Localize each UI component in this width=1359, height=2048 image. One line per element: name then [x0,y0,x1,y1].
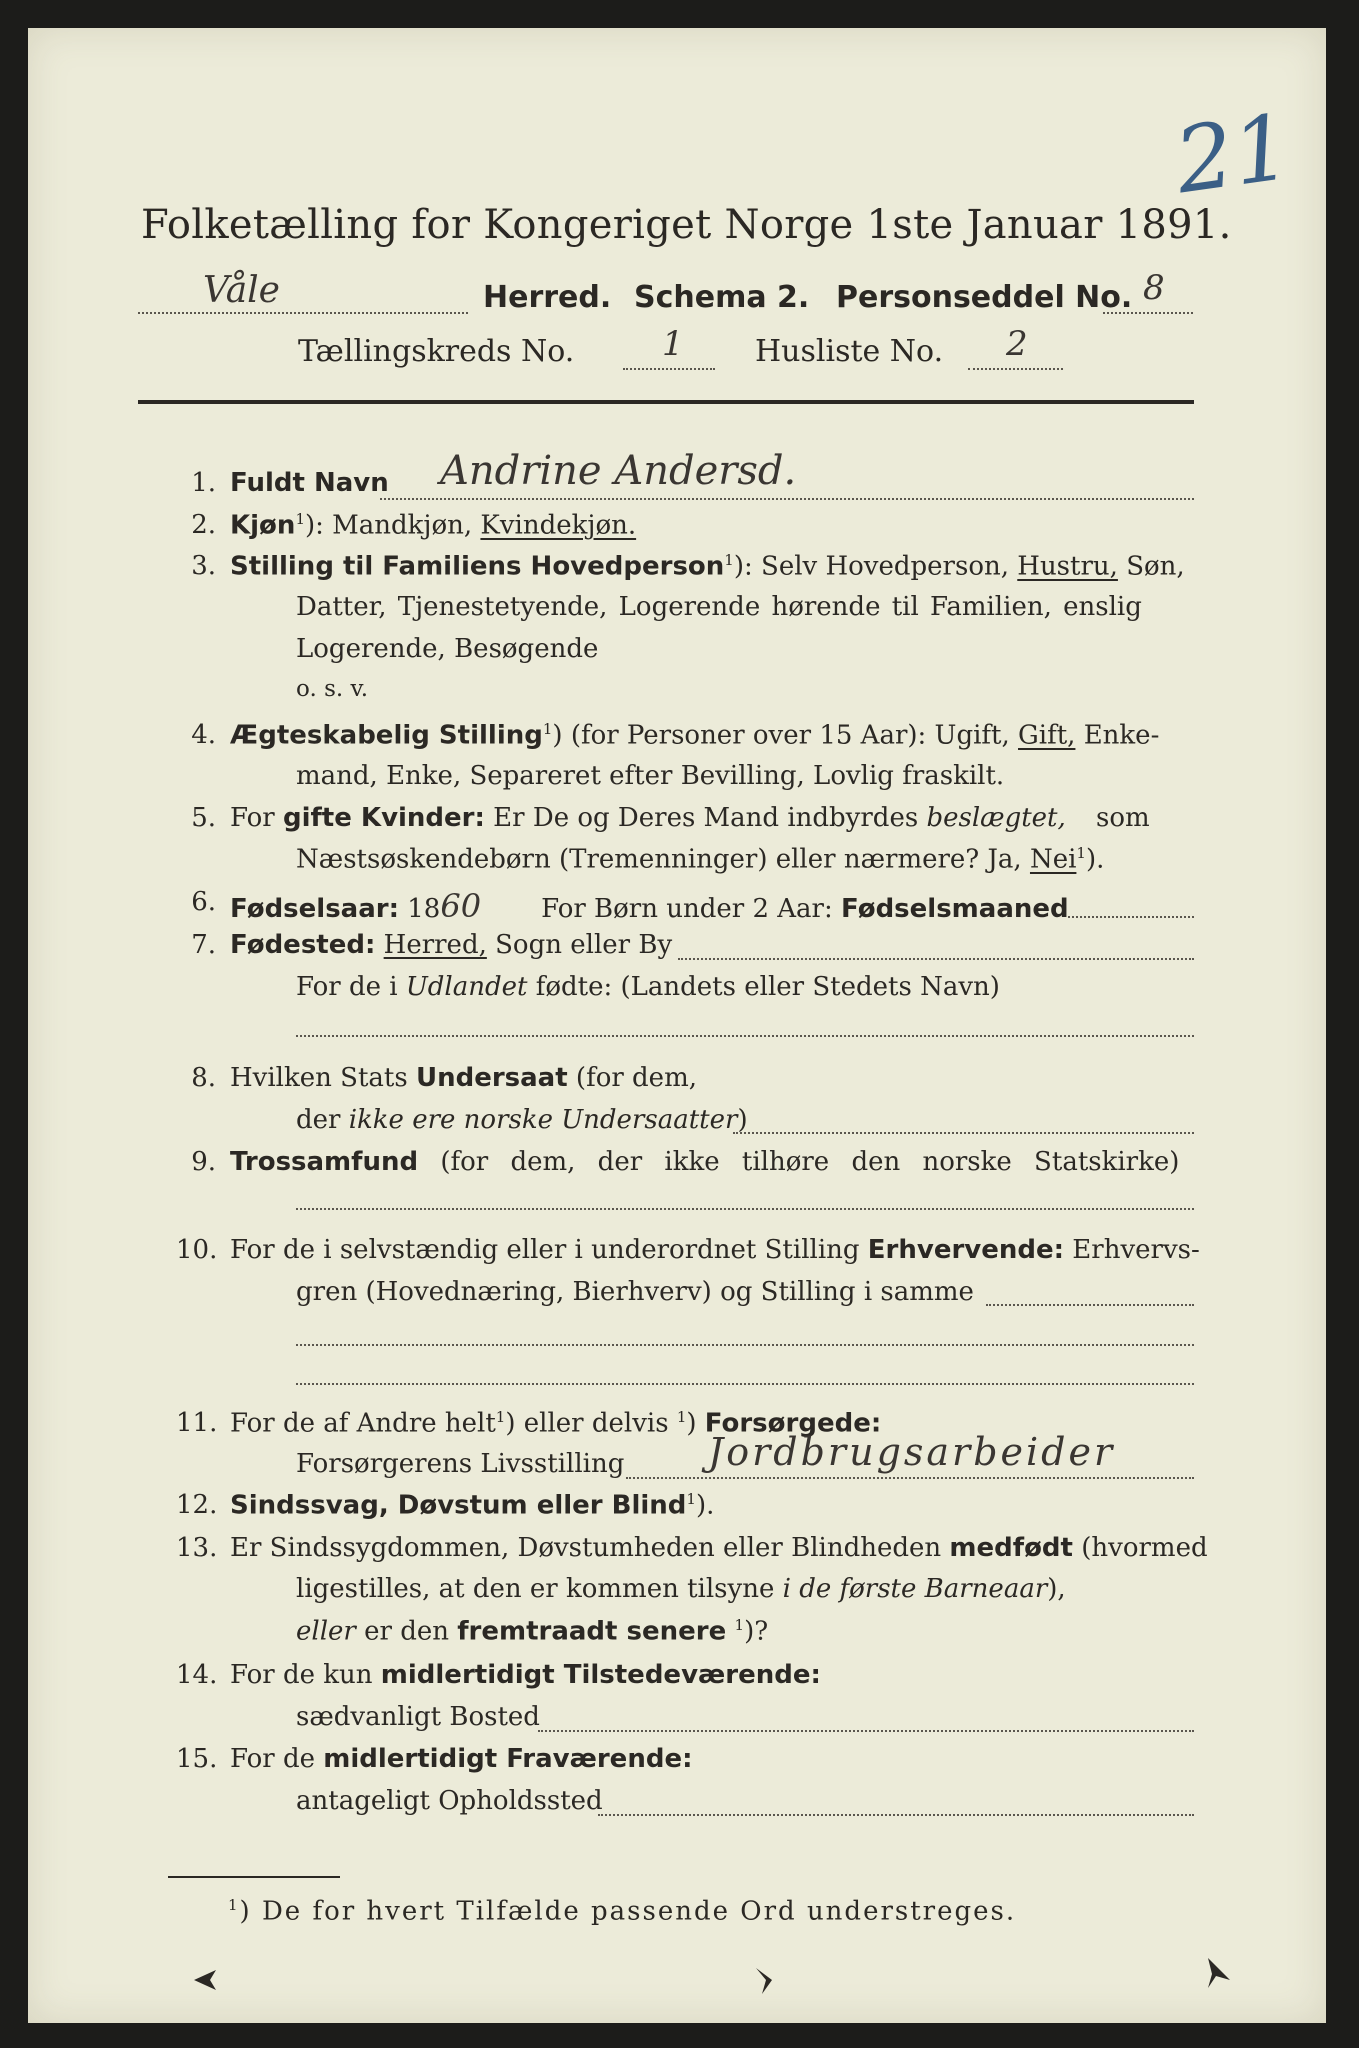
item-13-label: medfødt [949,1533,1073,1563]
kreds-value: 1 [662,324,684,364]
item-6-label: Fødselsaar: [230,894,399,924]
item-7-blank [296,1035,1194,1037]
husliste-leader [968,368,1063,370]
item-13-line2-a: ligestilles, at den er kommen tilsyne [296,1574,775,1604]
item-1-value: Andrine Andersd. [440,448,797,494]
item-3-sup: 1 [724,551,734,569]
item-10-text-b: Erhvervs- [1072,1235,1200,1265]
item-5-italic: beslægtet, [926,803,1066,833]
item-4-row [230,720,1159,751]
item-13-label3: fremtraadt senere [457,1616,727,1647]
item-5-line2 [296,844,1104,875]
item-8-leader [733,1132,1194,1134]
item-8-line2-a: der [296,1105,341,1135]
item-5-line2-end: ). [1085,844,1105,875]
item-15-text: For de [230,1744,315,1774]
item-14-text: For de kun [230,1660,373,1690]
item-1-leader [380,498,1194,500]
item-11-number: 11. [176,1408,218,1438]
census-form-page [28,28,1326,2023]
item-11-text-b: ) eller delvis [505,1408,669,1439]
item-12-text: ). [695,1490,715,1521]
item-6-row [230,887,1069,925]
registration-mark-left-icon [190,1960,230,2000]
item-7-line2 [296,972,1000,1002]
item-5-text: Er De og Deres Mand indbyrdes [493,803,919,833]
item-2-sup: 1 [295,510,305,528]
item-13-number: 13. [176,1533,218,1563]
item-5-sup: 1 [1076,844,1086,862]
item-15-leader [598,1814,1194,1816]
item-6-text: For Børn under 2 Aar: [541,894,833,924]
personseddel-value: 8 [1143,268,1165,308]
herred-leader [138,312,468,314]
item-10-leader [986,1304,1194,1306]
footnote [228,1896,1016,1927]
item-12-label: Sindssvag, Døvstum eller Blind [230,1490,687,1521]
item-7-line2-a: For de i [296,972,398,1002]
item-8-text-b: (for dem, [575,1063,697,1093]
item-13-text-b: (hvormed [1081,1533,1208,1563]
item-9-blank [296,1208,1194,1210]
item-13-line2-b: ), [1047,1574,1066,1604]
item-12-sup: 1 [686,1490,696,1508]
item-7-line2-italic: Udlandet [405,972,528,1002]
item-2-selected: Kvindekjøn. [480,510,637,541]
item-4-number: 4. [191,720,216,750]
item-11-line2: Forsørgerens Livsstilling [296,1449,625,1479]
item-13-line3-a: er den [364,1616,449,1647]
item-13-line2-italic: i de første Barneaar [782,1574,1048,1604]
item-5-pre: For [230,803,275,833]
item-4-line2: mand, Enke, Separeret efter Bevilling, Lovlig fraskilt. [296,761,1005,791]
item-7-number: 7. [191,930,216,960]
item-7-label: Fødested: [230,930,376,960]
item-3-number: 3. [191,551,216,581]
personseddel-label: Personseddel No. [836,280,1133,315]
item-5-label: gifte Kvinder: [282,803,485,833]
schema-label: Schema 2. [634,280,810,315]
item-10-row [230,1235,1200,1265]
item-6-number: 6. [191,887,216,917]
item-10-label: Erhvervende: [867,1235,1065,1265]
item-6-leader [1068,916,1194,918]
item-8-line2-italic: ikke ere norske Undersaatter [348,1105,738,1135]
item-7-line2-b: fødte: (Landets eller Stedets Navn) [535,972,1000,1002]
herred-value: Våle [203,270,280,311]
item-15-label: midlertidigt Fraværende: [323,1744,693,1774]
item-4-label: Ægteskabelig Stilling [230,720,543,751]
item-5-text-b: som [1096,803,1150,833]
item-10-blank-2 [296,1383,1194,1385]
item-3-line2: Datter, Tjenestetyende, Logerende hørende til Familien, enslig [296,592,1142,622]
item-12-row [230,1490,714,1521]
item-11-text-c: ) [686,1408,697,1439]
item-14-leader [538,1730,1194,1732]
footnote-sup: 1 [228,1896,240,1914]
item-13-line3-italic: eller [296,1616,356,1647]
item-3-line3: Logerende, Besøgende [296,634,599,664]
item-10-text: For de i selvstændig eller i underordnet Stilling [230,1235,860,1265]
item-11-sup-b: 1 [676,1408,687,1426]
form-title: Folketælling for Kongeriget Norge 1ste Januar 1891. [141,202,1232,248]
item-5-line2-text: Næstsøskendebørn (Tremenninger) eller nærmere? Ja, [296,844,1022,875]
footnote-rule [168,1876,340,1878]
item-8-line2-b: ) [737,1105,748,1135]
item-15-row [230,1744,692,1774]
item-8-row [230,1063,697,1093]
item-3-text: ): Selv Hovedperson, [733,551,1009,582]
item-2-text: ): Mandkjøn, [304,510,473,541]
personseddel-leader [1103,312,1193,314]
item-13-sup: 1 [734,1616,745,1634]
item-4-text: ) (for Personer over 15 Aar): Ugift, [552,720,1010,751]
item-9-row [230,1147,1179,1177]
item-11-sup-a: 1 [495,1408,506,1426]
item-8-text: Hvilken Stats [230,1063,408,1093]
footnote-text: ) De for hvert Tilfælde passende Ord understreges. [239,1896,1017,1927]
item-13-line3 [296,1616,768,1647]
item-6-label2: Fødselsmaaned [841,894,1069,924]
item-1-row [230,468,389,498]
item-2-row [230,510,636,541]
kreds-label: Tællingskreds No. [298,334,575,369]
header-rule [138,400,1194,404]
item-3-line4: o. s. v. [296,676,369,702]
item-10-blank-1 [296,1344,1194,1346]
item-1-label: Fuldt Navn [230,468,389,498]
item-7-selected: Herred, [383,930,487,960]
item-7-leader [678,958,1194,960]
item-9-label: Trossamfund [230,1147,419,1177]
item-3-text-b: Søn, [1126,551,1185,582]
item-15-number: 15. [176,1744,218,1774]
item-10-number: 10. [176,1235,218,1265]
item-11-label: Forsørgede: [704,1408,882,1439]
item-13-text: Er Sindssygdommen, Døvstumheden eller Blindheden [230,1533,942,1563]
item-6-value: 60 [440,887,482,925]
registration-mark-center-icon [748,1960,788,2000]
kreds-leader [623,368,715,370]
item-13-line3-b: )? [744,1616,769,1647]
item-14-line2: sædvanligt Bosted [296,1702,540,1732]
item-11-text: For de af Andre helt [230,1408,496,1439]
item-15-line2: antageligt Opholdssted [296,1786,603,1816]
item-8-number: 8. [191,1063,216,1093]
item-8-line2 [296,1105,748,1135]
item-14-label: midlertidigt Tilstedeværende: [380,1660,821,1690]
item-12-number: 12. [176,1490,218,1520]
item-5-number: 5. [191,803,216,833]
item-11-leader [626,1477,1194,1479]
item-8-label: Undersaat [415,1063,568,1093]
item-14-row [230,1660,821,1690]
item-3-label: Stilling til Familiens Hovedperson [230,551,725,582]
item-2-number: 2. [191,510,216,540]
item-6-prefix: 18 [407,894,441,924]
item-5-selected: Nei [1029,844,1077,875]
item-14-number: 14. [176,1660,218,1690]
husliste-label: Husliste No. [755,334,944,369]
item-13-line2 [296,1574,1066,1604]
item-7-row [230,930,672,960]
item-2-label: Kjøn [230,510,296,541]
item-7-text: Sogn eller By [495,930,673,960]
item-4-text-b: Enke- [1083,720,1160,751]
item-9-text: (for dem, der ikke tilhøre den norske Statskirke) [440,1147,1180,1177]
item-3-selected: Hustru, [1017,551,1118,582]
corner-number: 21 [1169,94,1298,215]
item-3-row [230,551,1185,582]
item-5-row [230,803,1150,833]
item-13-row [230,1533,1208,1563]
item-10-line2: gren (Hovednæring, Bierhverv) og Stilling i samme [296,1277,974,1307]
item-11-value: Jordbrugsarbeider [708,1430,1116,1474]
herred-label: Herred. [483,280,612,315]
item-9-number: 9. [191,1147,216,1177]
item-1-number: 1. [191,468,216,498]
registration-mark-right-icon [1198,1954,1238,1994]
item-4-sup: 1 [542,720,553,738]
item-4-selected: Gift, [1018,720,1076,751]
husliste-value: 2 [1006,324,1028,364]
